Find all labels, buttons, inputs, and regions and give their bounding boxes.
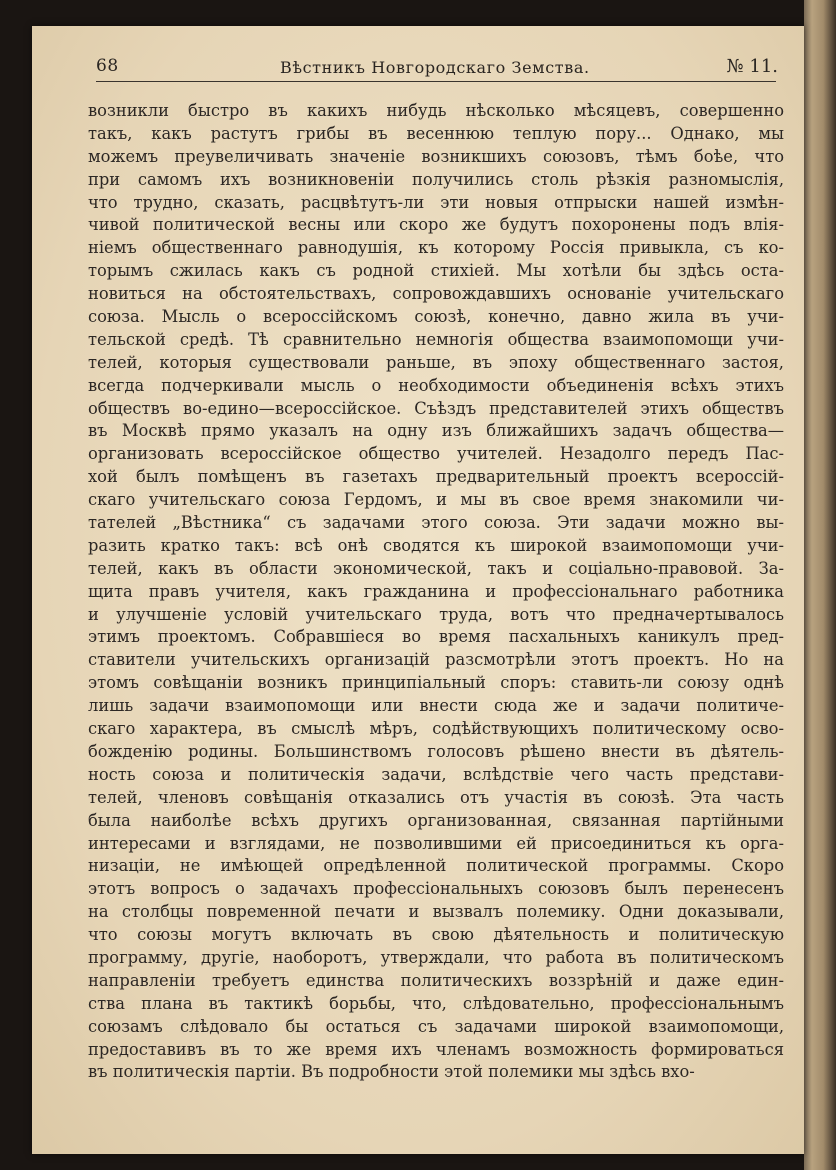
text-line: направленiи требуетъ единства политическихъ воззрѣнiй и даже един-	[88, 970, 784, 990]
running-title: Вѣстникъ Новгородскаго Земства.	[280, 58, 590, 77]
text-line: чивой политической весны или скоро же будутъ похоронены подъ влiя-	[88, 215, 784, 235]
text-line: божденiю родины. Большинствомъ голосовъ рѣшено внести въ дѣятель-	[88, 741, 784, 761]
text-line: новиться на обстоятельствахъ, сопровождавшихъ основанiе учительскаго	[88, 284, 784, 304]
issue-number: № 11.	[726, 56, 778, 77]
text-line: скаго учительскаго союза Гердомъ, и мы въ свое время знакомили чи-	[88, 490, 784, 510]
text-line: возникли быстро въ какихъ нибудь нѣсколько мѣсяцевъ, совершенно	[88, 101, 784, 120]
text-line: тателей „Вѣстника“ съ задачами этого союза. Эти задачи можно вы-	[88, 513, 784, 533]
text-line: можемъ преувеличивать значенiе возникшихъ союзовъ, тѣмъ боѣе, что	[88, 146, 784, 166]
page-number: 68	[96, 56, 119, 76]
text-line: этотъ вопросъ о задачахъ профессiональныхъ союзовъ былъ перенесенъ	[88, 879, 784, 899]
text-line: интересами и взглядами, не позволившими ей присоединиться къ орга-	[88, 833, 784, 853]
text-line: союзамъ слѣдовало бы остаться съ задачами широкой взаимопомощи,	[88, 1016, 784, 1036]
text-line: программу, другiе, наоборотъ, утверждали, что работа въ политическомъ	[88, 947, 784, 967]
article-body	[88, 100, 784, 1084]
text-line: въ политическiя партiи. Въ подробности этой полемики мы здѣсь вхо-	[88, 1062, 695, 1082]
text-line: скаго характера, въ смыслѣ мѣръ, содѣйствующихъ политическому осво-	[88, 719, 784, 739]
text-line: телей, членовъ совѣщанiя отказались отъ участiя въ союзѣ. Эта часть	[88, 787, 784, 807]
text-line: ставители учительскихъ организацiй разсмотрѣли этотъ проектъ. Но на	[88, 650, 784, 670]
text-line: щита правъ учителя, какъ гражданина и профессiональнаго работника	[88, 581, 784, 601]
text-line: что союзы могутъ включать въ свою дѣятельность и политическую	[88, 925, 784, 945]
text-line: тельской средѣ. Тѣ сравнительно немногiя общества взаимопомощи учи-	[88, 329, 784, 349]
text-line: союза. Мысль о всероссiйскомъ союзѣ, конечно, давно жила въ учи-	[88, 307, 784, 327]
text-line: и улучшенiе условiй учительскаго труда, вотъ что предначертывалось	[88, 604, 784, 624]
text-line: телей, которыя существовали раньше, въ эпоху общественнаго застоя,	[88, 352, 784, 372]
header-rule	[96, 81, 776, 82]
text-line: этомъ совѣщанiи возникъ принципiальный споръ: ставить-ли союзу однѣ	[88, 673, 784, 693]
text-line: предоставивъ въ то же время ихъ членамъ возможность формироваться	[88, 1039, 784, 1059]
text-line: лишь задачи взаимопомощи или внести сюда же и задачи политиче-	[88, 696, 784, 716]
text-line: ства плана въ тактикѣ борьбы, что, слѣдовательно, профессiональнымъ	[88, 993, 784, 1013]
text-line: организовать всероссiйское общество учителей. Незадолго передъ Пас-	[88, 444, 784, 464]
text-line: была наиболѣе всѣхъ другихъ организованная, связанная партiйными	[88, 810, 784, 830]
text-line: на столбцы повременной печати и вызвалъ полемику. Одни доказывали,	[88, 902, 784, 922]
text-line: низацiи, не имѣющей опредѣленной политической программы. Скоро	[88, 856, 784, 876]
text-line: этимъ проектомъ. Собравшiеся во время пасхальныхъ каникулъ пред-	[88, 627, 784, 647]
text-line: обществъ во-едино—всероссiйское. Съѣздъ представителей этихъ обществъ	[88, 398, 784, 418]
text-line: что трудно, сказать, расцвѣтутъ-ли эти новыя отпрыски нашей измѣн-	[88, 192, 784, 212]
adjacent-page-edge	[804, 0, 836, 1170]
text-line: ность союза и политическiя задачи, вслѣдствiе чего часть представи-	[88, 764, 784, 784]
page-header	[96, 56, 780, 84]
text-line: торымъ сжилась какъ съ родной стихiей. Мы хотѣли бы здѣсь оста-	[88, 261, 784, 281]
text-line: такъ, какъ растутъ грибы въ весеннюю теплую пору... Однако, мы	[88, 123, 784, 143]
text-line: при самомъ ихъ возникновенiи получились столь рѣзкiя разномыслiя,	[88, 169, 784, 189]
text-line: нiемъ общественнаго равнодушiя, къ которому Россiя привыкла, съ ко-	[88, 238, 784, 258]
text-line: разить кратко такъ: всѣ онѣ сводятся къ широкой взаимопомощи учи-	[88, 535, 784, 555]
text-line: въ Москвѣ прямо указалъ на одну изъ ближайшихъ задачъ общества—	[88, 421, 784, 441]
text-line: всегда подчеркивали мысль о необходимости объединенiя всѣхъ этихъ	[88, 375, 784, 395]
text-line: телей, какъ въ области экономической, такъ и соцiально-правовой. За-	[88, 558, 784, 578]
text-line: хой былъ помѣщенъ въ газетахъ предварительный проектъ всероссiй-	[88, 467, 784, 487]
